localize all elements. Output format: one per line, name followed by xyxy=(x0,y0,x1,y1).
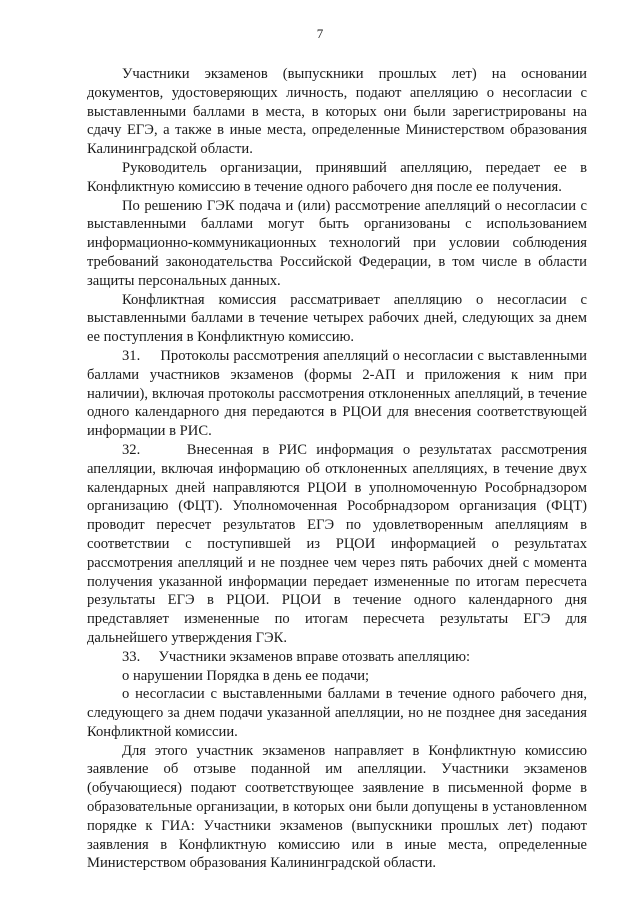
paragraph-item-31: 31. Протоколы рассмотрения апелляций о несогласии с выставленными баллами участников экзаменов (формы 2-АП и приложения к ним при наличии), включая протоколы рассмотрения отклоненных апелляций, в течение одного календарного дня передаются в РЦОИ для внесения соответствующей информации в РИС. xyxy=(87,347,587,440)
document-body xyxy=(87,65,587,873)
paragraph: По решению ГЭК подача и (или) рассмотрение апелляций о несогласии с выставленными баллами могут быть организованы с использованием информационно-коммуникационных технологий при условии соблюдения требований законодательства Российской Федерации, в том числе в области защиты персональных данных. xyxy=(87,197,587,289)
paragraph: Конфликтная комиссия рассматривает апелляцию о несогласии с выставленными баллами в течение четырех рабочих дней, следующих за днем ее поступления в Конфликтную комиссию. xyxy=(87,291,587,346)
paragraph-item-33: 33. Участники экзаменов вправе отозвать апелляцию: xyxy=(122,648,471,665)
paragraph: Для этого участник экзаменов направляет в Конфликтную комиссию заявление об отзыве поданной им апелляции. Участники экзаменов (обучающиеся) подают соответствующее заявление в письменной форме в образовательные организации, в которых они были допущены в установленном порядке к ГИА: Участники экзаменов (выпускники прошлых лет) подают заявления в Конфликтную комиссию или в иные места, определенные Министерством образования Калининградской области. xyxy=(87,742,587,872)
paragraph: о нарушении Порядка в день ее подачи; xyxy=(122,667,370,684)
paragraph: Участники экзаменов (выпускники прошлых лет) на основании документов, удостоверяющих личность, подают апелляцию о несогласии с выставленными баллами в места, в которых они были зарегистрированы на сдачу ЕГЭ, а также в иные места, определенные Министерством образования Калининградской области. xyxy=(87,66,587,158)
paragraph: о несогласии с выставленными баллами в течение одного рабочего дня, следующего за днем подачи указанной апелляции, но не позднее дня заседания Конфликтной комиссии. xyxy=(87,686,587,740)
paragraph: Руководитель организации, принявший апелляцию, передает ее в Конфликтную комиссию в течение одного рабочего дня после ее получения. xyxy=(87,159,587,195)
paragraph-item-32: 32. Внесенная в РИС информация о результатах рассмотрения апелляции, включая информацию об отклоненных апелляциях, в течение двух календарных дней направляются РЦОИ в уполномоченную Рособрнадзором организацию (ФЦТ). Уполномоченная Рособрнадзором организация (ФЦТ) проводит пересчет результатов ЕГЭ по удовлетворенным апелляциям в соответствии с поступившей из РЦОИ информацией о результатах рассмотрения апелляций и не позднее чем через пять рабочих дней с момента получения указанной информации передает измененные по итогам пересчета результаты ЕГЭ в РЦОИ. РЦОИ в течение одного календарного дня представляет измененные по итогам пересчета результаты ЕГЭ для дальнейшего утверждения ГЭК. xyxy=(87,441,587,646)
page-number: 7 xyxy=(316,26,324,41)
